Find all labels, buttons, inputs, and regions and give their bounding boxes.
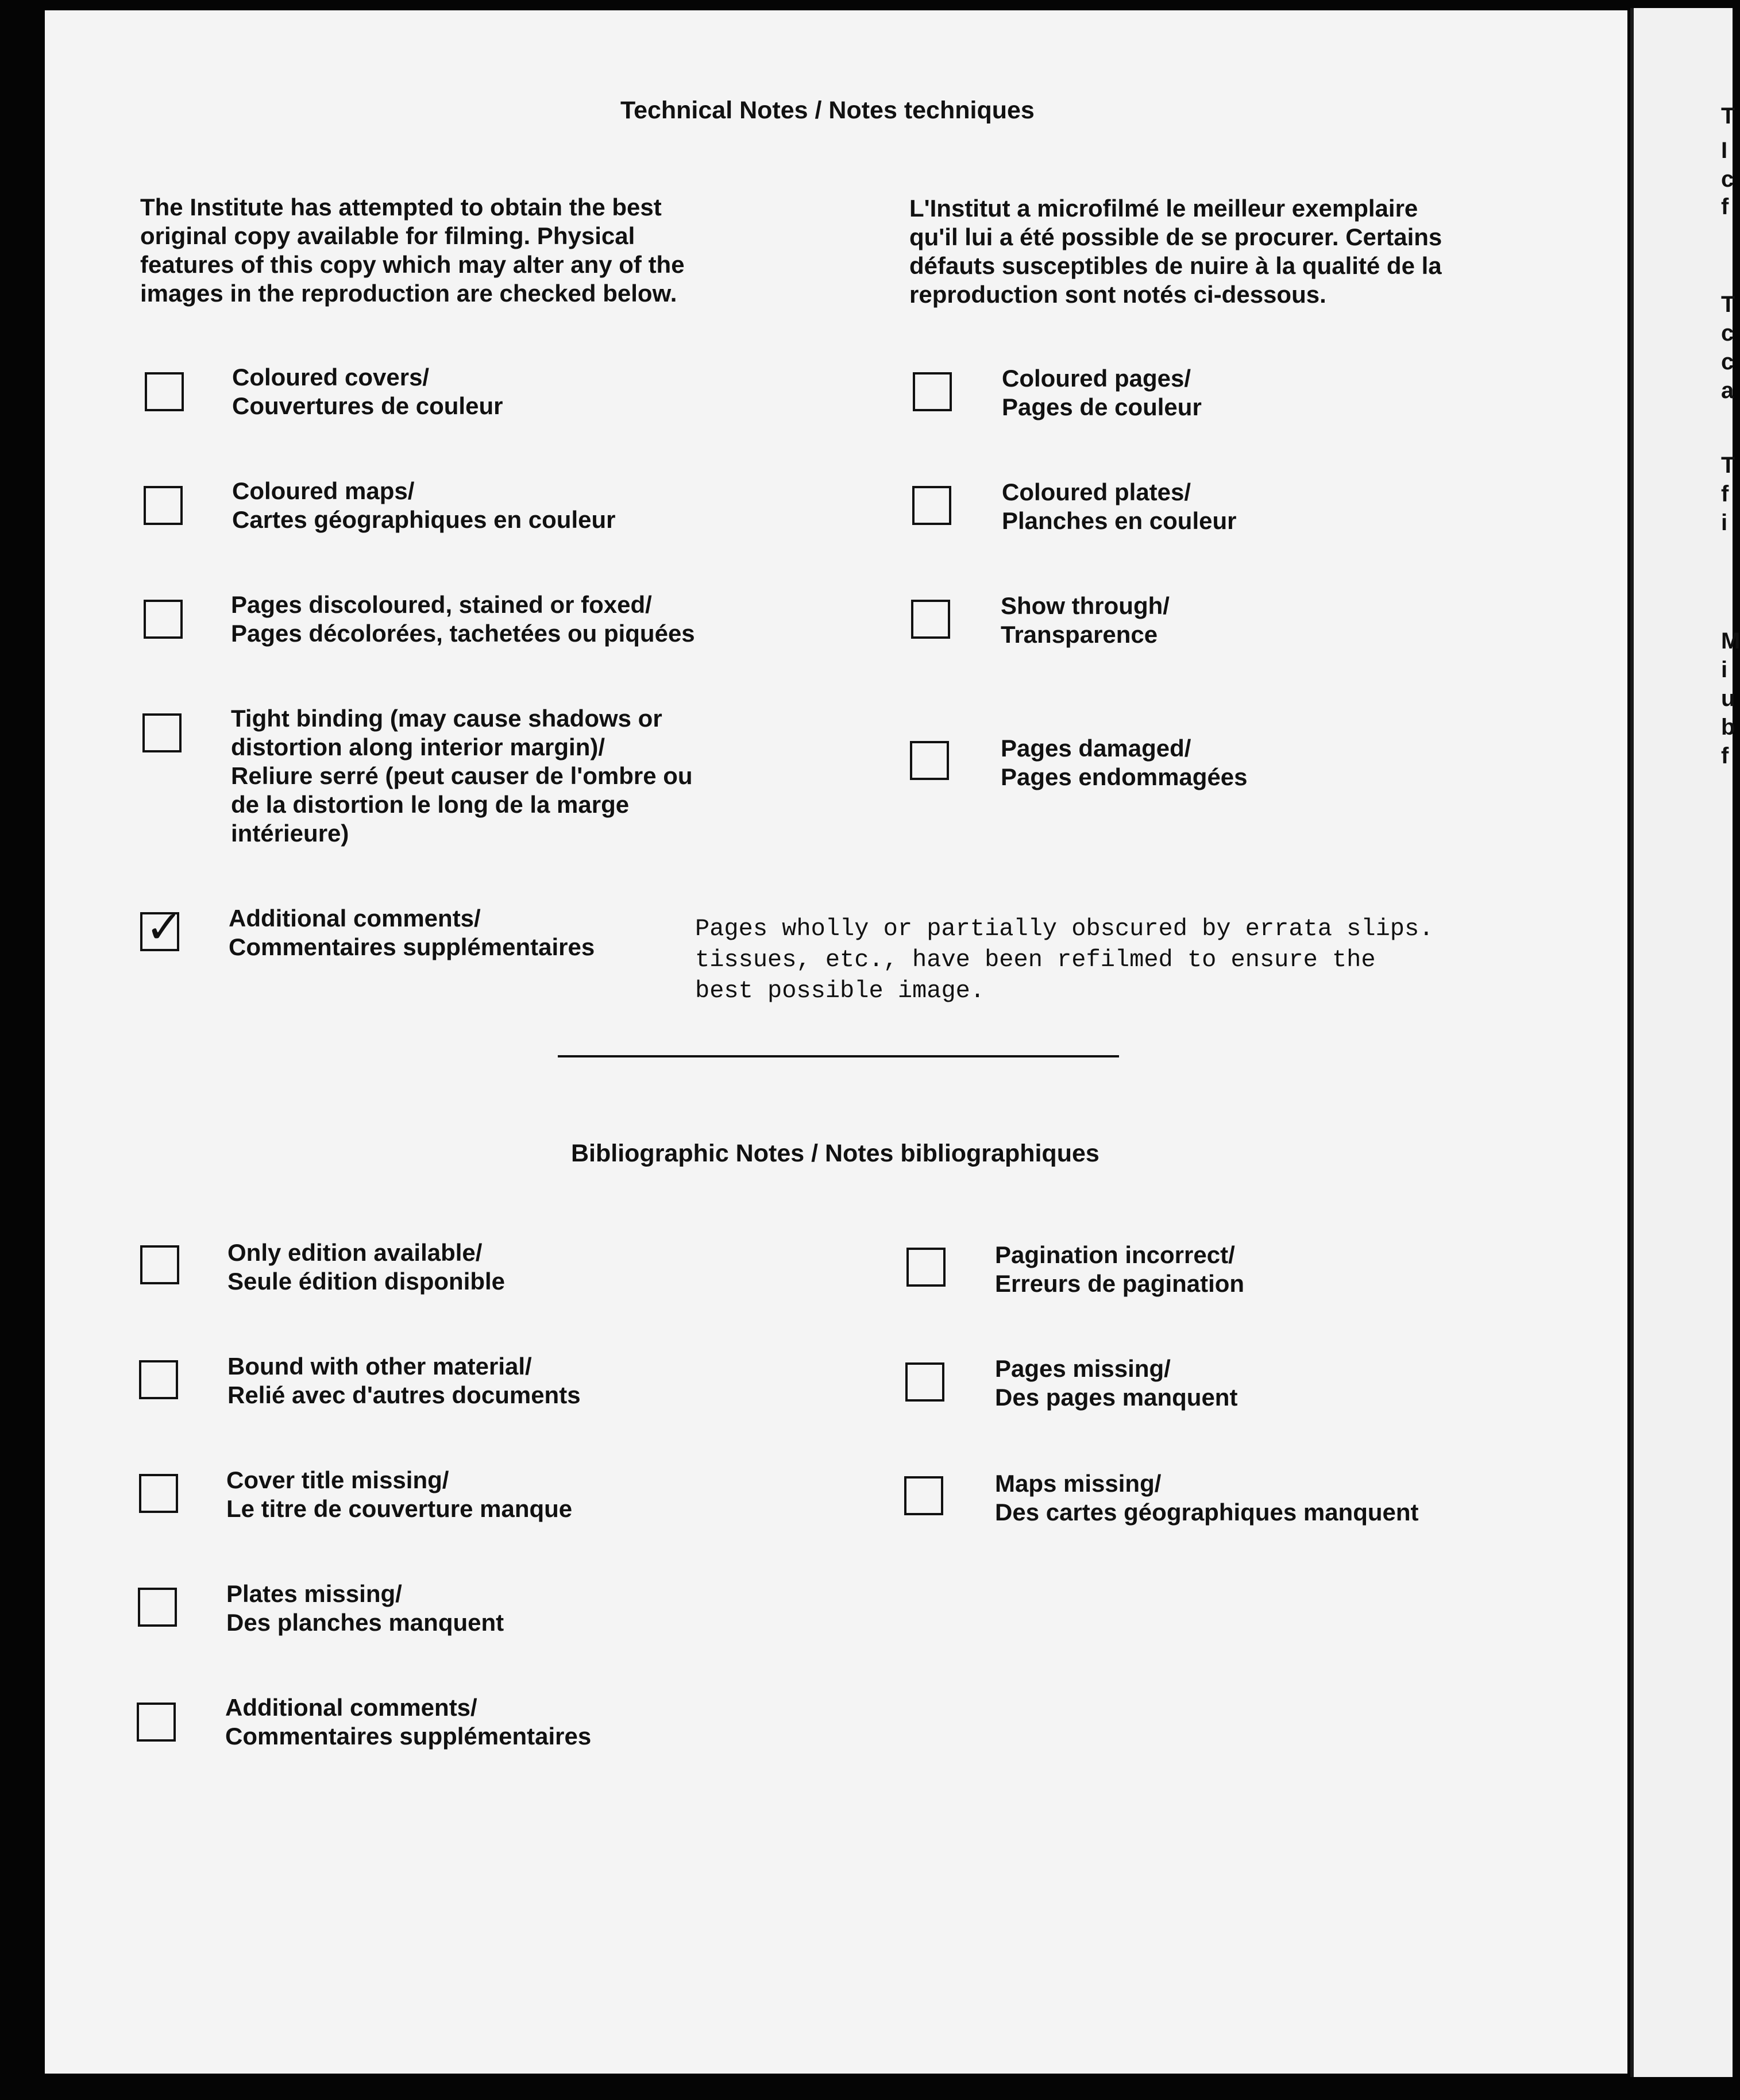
label-line: Pages damaged/ <box>1001 735 1191 762</box>
intro-english <box>140 193 685 308</box>
label-line: Show through/ <box>1001 592 1170 619</box>
label-pages-discoloured <box>231 590 695 648</box>
label-line: intérieure) <box>231 820 349 847</box>
fragment-char: c <box>1721 349 1734 375</box>
label-line: Pagination incorrect/ <box>995 1241 1235 1268</box>
label-line: de la distortion le long de la marge <box>231 791 630 818</box>
checkbox-show-through[interactable] <box>911 600 950 639</box>
intro-line: défauts susceptibles de nuire à la qualité de la <box>909 252 1442 279</box>
label-line: Des cartes géographiques manquent <box>995 1499 1419 1526</box>
label-plates-missing <box>226 1580 504 1637</box>
label-line: Cover title missing/ <box>226 1466 449 1493</box>
label-only-edition <box>227 1238 505 1296</box>
checkbox-coloured-plates[interactable] <box>912 486 951 525</box>
label-line: Le titre de couverture manque <box>226 1495 573 1522</box>
label-maps-missing <box>995 1469 1419 1527</box>
intro-line: features of this copy which may alter any of the <box>140 251 685 278</box>
checkbox-pages-discoloured[interactable] <box>144 600 183 639</box>
label-line: Coloured maps/ <box>232 477 415 504</box>
checkbox-coloured-pages[interactable] <box>913 372 952 411</box>
intro-line: images in the reproduction are checked below. <box>140 280 677 307</box>
intro-line: original copy available for filming. Physical <box>140 222 635 249</box>
label-bound-with <box>227 1352 581 1410</box>
label-line: Maps missing/ <box>995 1470 1162 1497</box>
label-line: Coloured pages/ <box>1002 365 1191 392</box>
label-line: Planches en couleur <box>1002 507 1237 534</box>
fragment-char: T <box>1721 292 1735 317</box>
intro-line: The Institute has attempted to obtain the best <box>140 194 662 221</box>
label-line: Cartes géographiques en couleur <box>232 506 616 533</box>
intro-line: L'Institut a microfilmé le meilleur exemplaire <box>909 195 1418 222</box>
intro-line: reproduction sont notés ci-dessous. <box>909 281 1326 308</box>
label-line: Reliure serré (peut causer de l'ombre ou <box>231 762 693 789</box>
label-additional-comments-bibliographic <box>225 1693 591 1751</box>
fragment-char: i <box>1721 510 1728 535</box>
label-line: Commentaires supplémentaires <box>229 933 595 960</box>
adjacent-page-edge <box>1630 8 1740 2077</box>
label-line: Couvertures de couleur <box>232 392 503 419</box>
label-cover-title-missing <box>226 1466 572 1523</box>
checkbox-tight-binding[interactable] <box>142 713 182 752</box>
document-page <box>45 10 1627 2074</box>
label-coloured-plates <box>1002 478 1236 535</box>
label-line: Bound with other material/ <box>227 1353 532 1380</box>
fragment-char: T <box>1721 453 1735 478</box>
comment-line: tissues, etc., have been refilmed to ensure the <box>695 946 1376 974</box>
label-line: Tight binding (may cause shadows or <box>231 705 662 732</box>
checkbox-additional-comments-technical[interactable] <box>140 902 183 954</box>
fragment-char: a <box>1721 378 1734 403</box>
fragment-char: b <box>1721 715 1735 740</box>
label-line: Additional comments/ <box>229 905 481 932</box>
bibliographic-notes-title: Bibliographic Notes / Notes bibliographiques <box>571 1140 1099 1167</box>
fragment-char: I <box>1721 138 1728 163</box>
checkbox-plates-missing[interactable] <box>138 1588 177 1627</box>
label-line: Commentaires supplémentaires <box>225 1723 592 1750</box>
label-coloured-covers <box>232 363 503 420</box>
label-line: Relié avec d'autres documents <box>227 1381 581 1408</box>
additional-comment-text <box>695 913 1433 1006</box>
page-edge-line <box>1630 8 1634 2077</box>
label-coloured-maps <box>232 477 616 534</box>
section-divider <box>558 1055 1119 1057</box>
checkbox-pages-damaged[interactable] <box>910 741 949 780</box>
label-line: Plates missing/ <box>226 1580 402 1607</box>
fragment-char: c <box>1721 167 1734 192</box>
checkbox-maps-missing[interactable] <box>904 1476 943 1515</box>
fragment-char: M <box>1721 628 1740 654</box>
label-line: Pages de couleur <box>1002 393 1202 420</box>
label-line: Additional comments/ <box>225 1694 477 1721</box>
fragment-char: f <box>1721 743 1729 769</box>
label-pages-damaged <box>1001 734 1248 792</box>
label-additional-comments-technical <box>229 904 595 962</box>
fragment-char: u <box>1721 686 1735 711</box>
label-line: Coloured plates/ <box>1002 478 1191 505</box>
technical-notes-title: Technical Notes / Notes techniques <box>620 96 1035 124</box>
checkbox-pagination-incorrect[interactable] <box>906 1248 946 1287</box>
label-line: Seule édition disponible <box>227 1268 506 1295</box>
checkbox-bound-with[interactable] <box>139 1360 178 1399</box>
fragment-char: T <box>1721 103 1735 129</box>
checkbox-cover-title-missing[interactable] <box>139 1474 178 1513</box>
label-tight-binding <box>231 704 693 848</box>
checkbox-coloured-maps[interactable] <box>144 486 183 525</box>
checkbox-additional-comments-bibliographic[interactable] <box>137 1703 176 1742</box>
label-line: Transparence <box>1001 621 1158 648</box>
label-show-through <box>1001 592 1170 649</box>
fragment-char: c <box>1721 321 1734 346</box>
label-pagination-incorrect <box>995 1241 1244 1298</box>
fragment-char: i <box>1721 657 1728 682</box>
checkbox-pages-missing[interactable] <box>905 1362 944 1402</box>
check-mark-icon: ✓ <box>145 902 183 954</box>
label-line: Only edition available/ <box>227 1239 483 1266</box>
label-pages-missing <box>995 1354 1237 1412</box>
checkbox-coloured-covers[interactable] <box>145 372 184 411</box>
label-line: Pages décolorées, tachetées ou piquées <box>231 620 695 647</box>
label-line: Des planches manquent <box>226 1609 504 1636</box>
label-line: Des pages manquent <box>995 1384 1238 1411</box>
label-coloured-pages <box>1002 364 1202 422</box>
checkbox-only-edition[interactable] <box>140 1245 179 1284</box>
comment-line: best possible image. <box>695 977 985 1005</box>
label-line: Pages discoloured, stained or foxed/ <box>231 591 652 618</box>
fragment-char: f <box>1721 481 1729 507</box>
label-line: distortion along interior margin)/ <box>231 734 605 761</box>
intro-line: qu'il lui a été possible de se procurer. Certains <box>909 223 1442 250</box>
label-line: Pages endommagées <box>1001 763 1248 790</box>
comment-line: Pages wholly or partially obscured by errata slips. <box>695 915 1434 943</box>
intro-french <box>909 194 1442 309</box>
label-line: Coloured covers/ <box>232 364 430 391</box>
fragment-char: f <box>1721 194 1729 219</box>
label-line: Erreurs de pagination <box>995 1270 1245 1297</box>
label-line: Pages missing/ <box>995 1355 1171 1382</box>
